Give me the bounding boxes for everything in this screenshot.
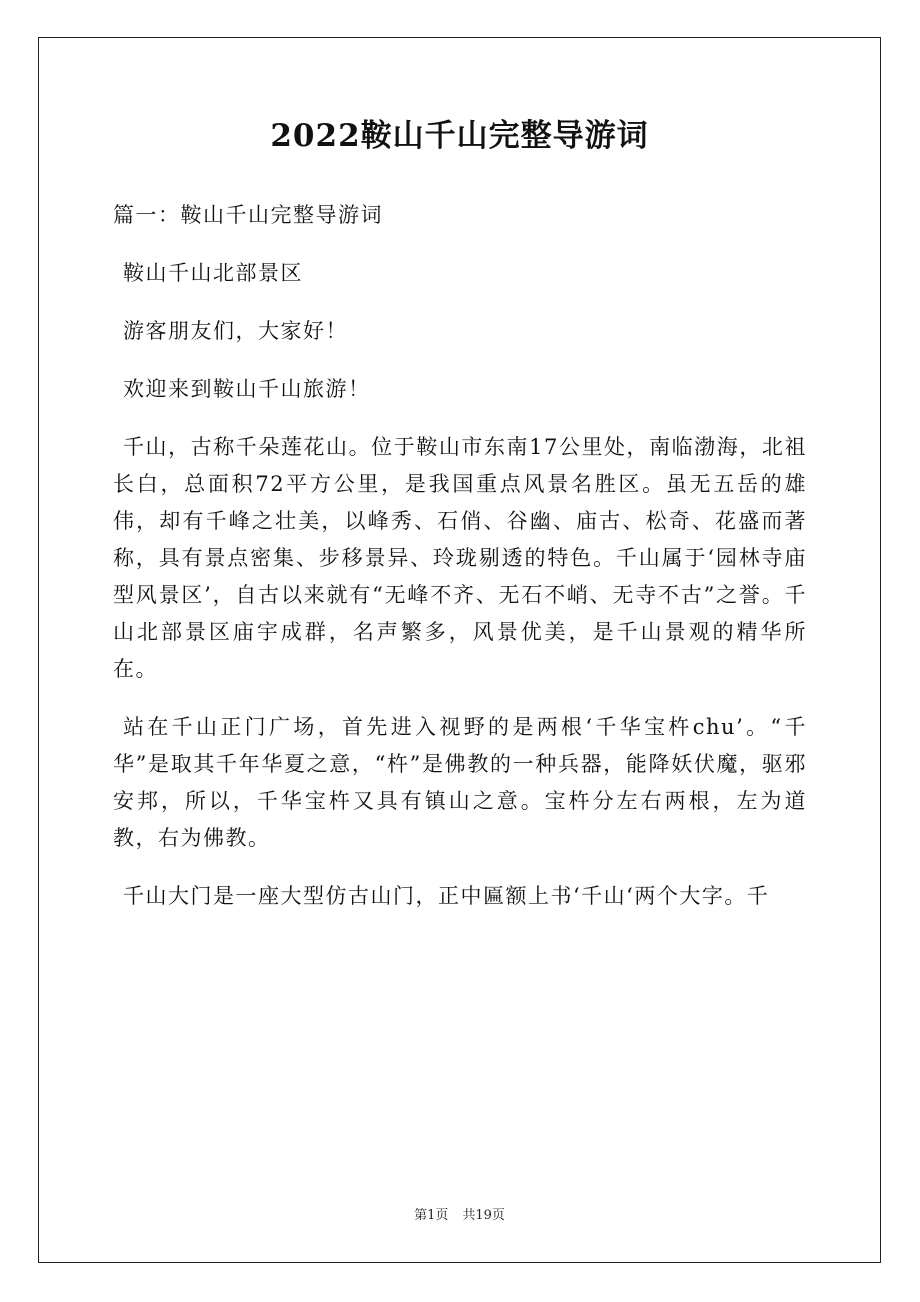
page-number: 第1页: [414, 1208, 449, 1223]
document-body: [113, 197, 807, 936]
section-heading: 篇一：鞍山千山完整导游词: [113, 203, 383, 227]
page-total: 共19页: [462, 1208, 505, 1223]
paragraph: 千山大门是一座大型仿古山门，正中匾额上书‘千山‘两个大字。千: [123, 884, 770, 908]
page-footer: [38, 1206, 881, 1226]
paragraph: 站在千山正门广场，首先进入视野的是两根‘千华宝杵chu’。“千华”是取其千年华夏之意，“杵”是佛教的一种兵器，能降妖伏魔，驱邪安邦，所以，千华宝杵又具有镇山之意。宝杵分左右两根，左为道教，右为佛教。: [113, 715, 807, 850]
document-title: 2022鞍山千山完整导游词: [270, 118, 649, 154]
paragraph: 鞍山千山北部景区: [123, 261, 303, 285]
paragraph: 游客朋友们，大家好！: [123, 319, 348, 343]
paragraph: 千山，古称千朵莲花山。位于鞍山市东南17公里处，南临渤海，北祖长白，总面积72平方公里，是我国重点风景名胜区。虽无五岳的雄伟，却有千峰之壮美，以峰秀、石俏、谷幽、庙古、松奇、花盛而著称，具有景点密集、步移景异、玲珑剔透的特色。千山属于‘园林寺庙型风景区’，自古以来就有“无峰不齐、无石不峭、无寺不古”之誉。千山北部景区庙宇成群，名声繁多，风景优美，是千山景观的精华所在。: [113, 435, 807, 681]
paragraph: 欢迎来到鞍山千山旅游！: [123, 377, 371, 401]
